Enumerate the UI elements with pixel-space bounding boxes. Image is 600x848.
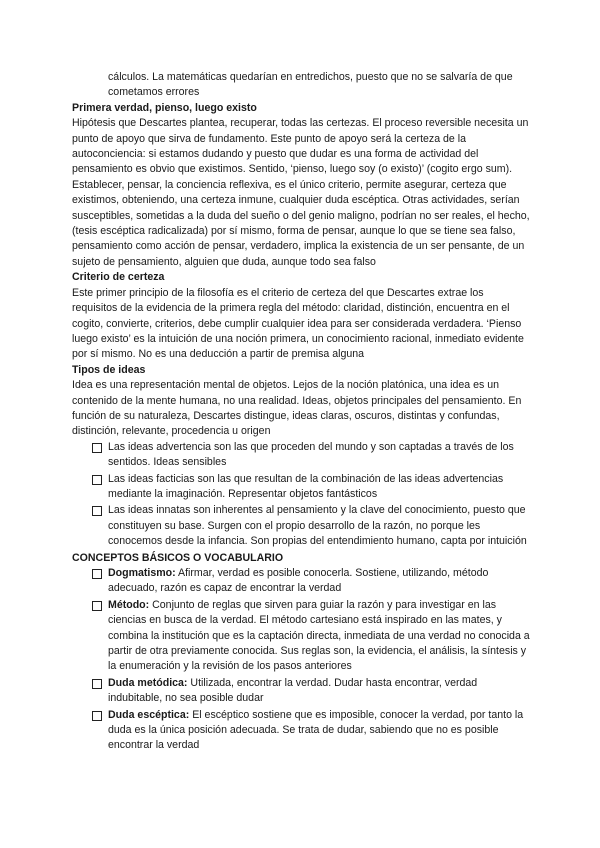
list-item-text: Las ideas facticias son las que resultan de la combinación de las ideas advertencias mediante la imaginación. Representar objetos fantásticos	[108, 472, 504, 500]
paragraph-criterio-certeza: Este primer principio de la filosofía es el criterio de certeza del que Descartes extrae los requisitos de la evidencia de la primera regla del método: claridad, distinción, encuentra en el cogito, convierte, criterios, debe cumplir cualquier idea para ser considerada verdadera. ‘Pienso luego existo’ es la intuición de una noción primera, un conocimiento racional, inmediato evidente por sí mismo. No es una deducción a partir de premisa alguna	[72, 286, 524, 361]
checkbox-bullet-icon	[92, 443, 102, 453]
checkbox-bullet-icon	[92, 569, 102, 579]
list-item	[92, 503, 530, 549]
list-item	[92, 472, 530, 503]
term-definition: Utilizada, encontrar la verdad. Dudar hasta encontrar, verdad indubitable, no sea posible dudar	[108, 676, 478, 705]
list-item	[92, 676, 530, 707]
term-label: Duda escéptica:	[108, 708, 190, 721]
term-label: Método:	[108, 598, 150, 611]
concepts-list	[72, 566, 530, 754]
ideas-list	[72, 440, 530, 550]
checkbox-bullet-icon	[92, 679, 102, 689]
heading-tipos-ideas: Tipos de ideas	[72, 363, 146, 376]
paragraph-primera-verdad: Hipótesis que Descartes plantea, recuperar, todas las certezas. El proceso reversible necesita un punto de apoyo que sirva de fundamento. Este punto de apoyo será la certeza de la autoconciencia: si estamos dudando y puesto que dudar es una forma de actividad del pensamiento es obvio que existimos. Sentido, ‘pienso, luego soy (o existo)’ (cogito ergo sum). Establecer, pensar, la conciencia reflexiva, es el único criterio, permite asegurar, certeza que existimos, obteniendo, una certeza inmune, cualquier duda escéptica. Otras actividades, serían susceptibles, sometidas a la duda del sueño o del genio maligno, podrían no ser reales, el hecho, (tesis escéptica radicalizada) por sí mismo, forma de pensar, aunque lo que se tiene sea falso, pensamiento como acción de pensar, verdadero, implica la existencia de un ser pensante, de un sujeto de pensamiento, alguien que duda, aunque todo sea falso	[72, 117, 530, 268]
checkbox-bullet-icon	[92, 506, 102, 516]
list-item-text: Las ideas advertencia son las que proceden del mundo y son captadas a través de los sentidos. Ideas sensibles	[108, 440, 514, 469]
term-label: Dogmatismo:	[108, 567, 176, 579]
heading-primera-verdad: Primera verdad, pienso, luego existo	[72, 101, 257, 114]
list-item	[92, 440, 530, 471]
continuation-paragraph: cálculos. La matemáticas quedarían en entredichos, puesto que no se salvaría de que cometamos errores	[108, 71, 513, 99]
list-item	[92, 566, 530, 597]
checkbox-bullet-icon	[92, 601, 102, 611]
list-item	[92, 708, 530, 754]
term-definition: El escéptico sostiene que es imposible, conocer la verdad, por tanto la duda es la única posición adecuada. Se trata de dudar, sabiendo que no es posible encontrar la verdad	[108, 708, 524, 752]
term-definition: Afirmar, verdad es posible conocerla. Sostiene, utilizando, método adecuado, razón es capaz de encontrar la verdad	[108, 567, 489, 595]
checkbox-bullet-icon	[92, 475, 102, 485]
checkbox-bullet-icon	[92, 711, 102, 721]
document-page	[72, 70, 530, 755]
list-item	[92, 598, 530, 675]
paragraph-tipos-ideas: Idea es una representación mental de objetos. Lejos de la noción platónica, una idea es un contenido de la mente humana, no una realidad. Ideas, objetos principales del pensamiento. En función de su naturaleza, Descartes distingue, ideas claras, oscuros, distintas y confundas, distinción, relevante, procedencia u origen	[72, 379, 522, 438]
term-definition: Conjunto de reglas que sirven para guiar la razón y para investigar en las ciencias en busca de la verdad. El método cartesiano está inspirado en las mates, y combina la institución que es la captación directa, inmediata de una verdad no conocida a partir de otra previamente conocida. Sus reglas son, la evidencia, el análisis, la síntesis y la enumeración y la revisión de los pasos anteriores	[108, 598, 530, 673]
heading-criterio-certeza: Criterio de certeza	[72, 271, 165, 284]
list-item-text: Las ideas innatas son inherentes al pensamiento y la clave del conocimiento, puesto que constituyen su base. Surgen con el propio desarrollo de la razón, no porque les conocemos desde la infancia. Son propias del entendimiento humano, capta por intuición	[108, 504, 527, 548]
heading-conceptos: CONCEPTOS BÁSICOS O VOCABULARIO	[72, 551, 284, 564]
term-label: Duda metódica:	[108, 676, 188, 689]
